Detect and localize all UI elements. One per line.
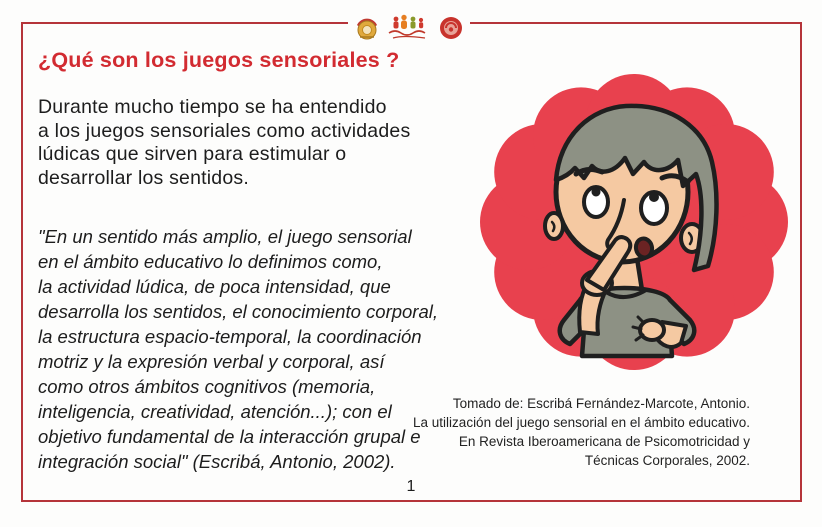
page-number: 1 (406, 478, 416, 495)
seal-logo (438, 15, 464, 41)
intro-paragraph: Durante mucho tiempo se ha entendido a los juegos sensoriales como actividades lúdicas que sirven para estimular o desarrollar los sentidos. (38, 96, 411, 189)
quote-paragraph: "En un sentido más amplio, el juego sensorial en el ámbito educativo lo definimos como, la actividad lúdica, de poca intensidad, que desarrolla los sentidos, el conocimiento corporal, la estructura espacio-temporal, la coordinación motriz y la expresión verbal y corporal, así como otros ámbitos cognitivos (memoria, inteligencia, creatividad, atención...); con el objetivo fundamental de la interacción grupal e integración social" (Escribá, Antonio, 2002). (38, 226, 439, 472)
crest-logo (354, 14, 380, 42)
page-title: ¿Qué son los juegos sensoriales ? (38, 48, 400, 72)
people-logo (387, 13, 431, 43)
thinking-boy-illustration (476, 74, 792, 374)
thinking-boy-svg (476, 74, 792, 374)
header-logos (348, 10, 470, 46)
citation: Tomado de: Escribá Fernández-Marcote, Antonio. La utilización del juego sensorial en el ámbito educativo. En Revista Iberoamericana de Psicomotricidad y Técnicas Corporales, 2002. (413, 396, 750, 468)
boy-figure (545, 106, 717, 356)
